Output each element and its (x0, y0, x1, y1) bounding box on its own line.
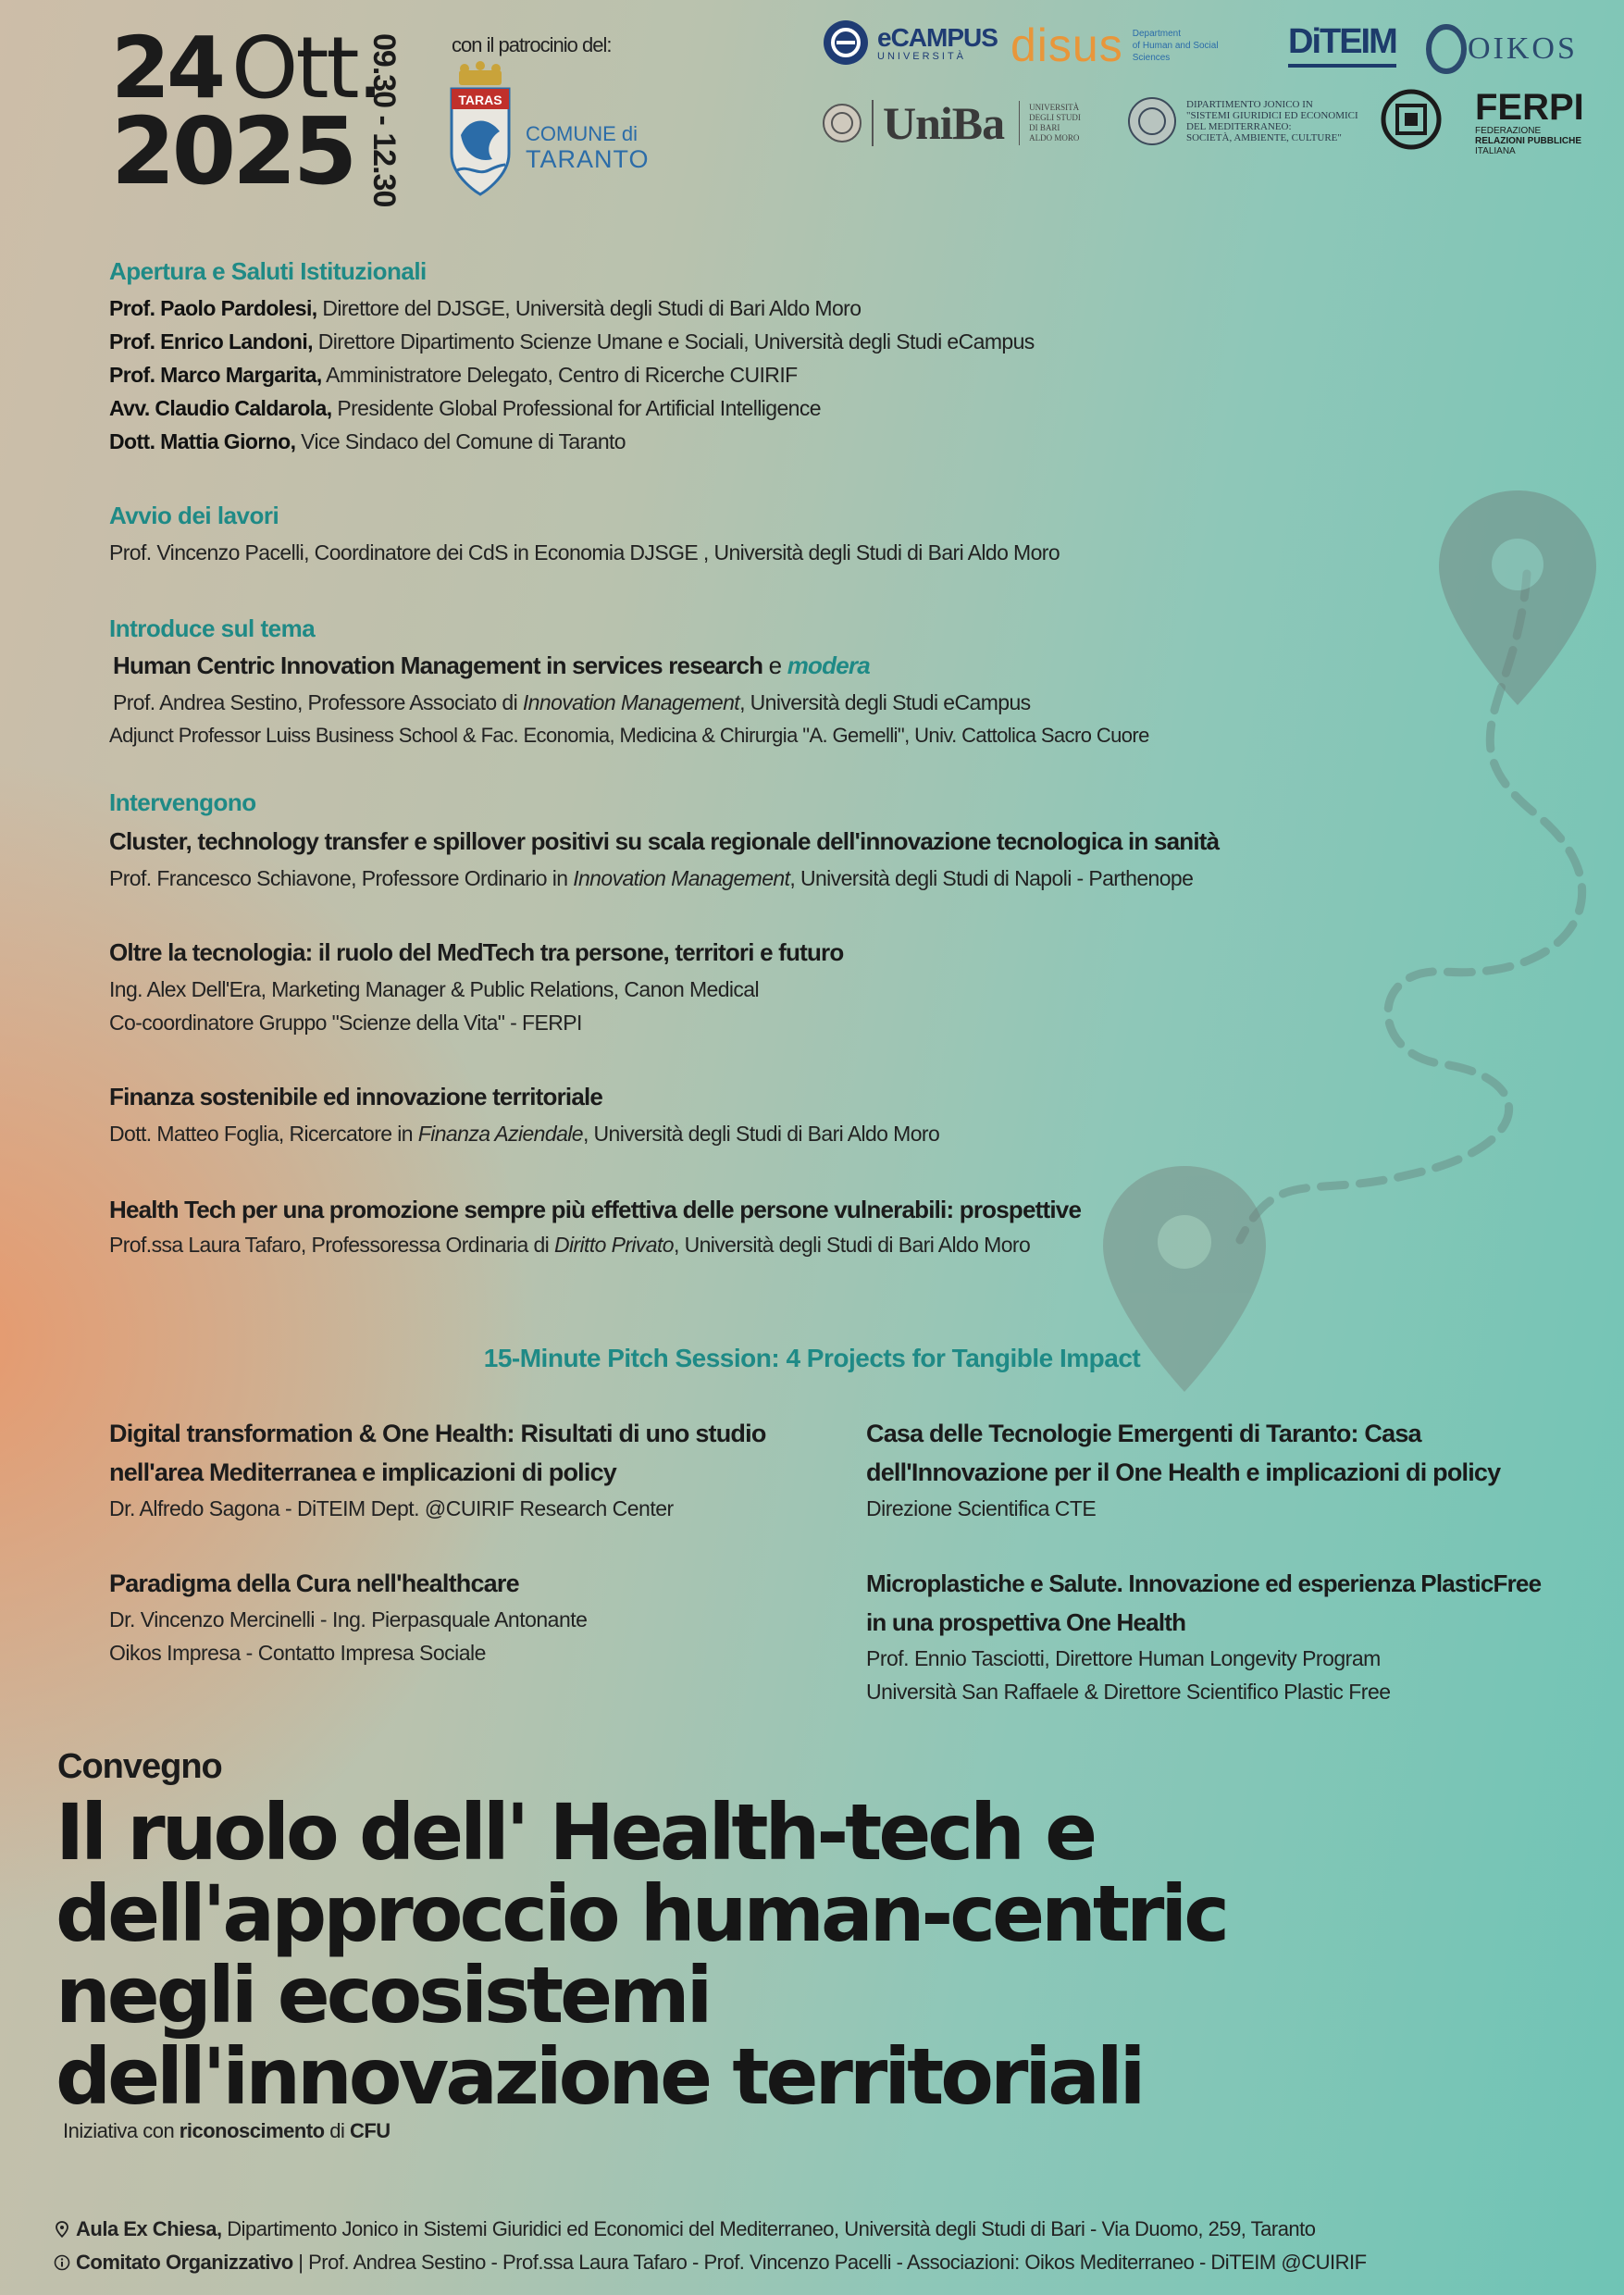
section-title-opening: Apertura e Saluti Istituzionali (109, 257, 427, 285)
ecampus-emblem-icon (822, 19, 870, 67)
date-year: 2025 (111, 97, 354, 205)
venue-line: Aula Ex Chiesa, Dipartimento Jonico in Sistemi Giuridici ed Economici del Mediterraneo, Università degli Studi di Bari - Via Duomo, 259, Taranto (54, 2217, 1316, 2241)
speaker-line: Prof. Andrea Sestino, Professore Associato di Innovation Management, Università degli Studi eCampus (113, 690, 1031, 714)
logo-diteim: DiTEIM (1288, 22, 1396, 68)
logo-oikos: OIKOS (1425, 24, 1578, 74)
pitch-item: Digital transformation & One Health: Risultati di uno studio nell'area Mediterranea e implicazioni di policy Dr. Alfredo Sagona - DiTEIM Dept. @CUIRIF Research Center (109, 1420, 766, 1520)
svg-text:TARAS: TARAS (458, 93, 502, 107)
patronage-label: con il patrocinio del: (452, 33, 612, 56)
section-title-start: Avvio dei lavori (109, 502, 279, 529)
event-date (111, 19, 381, 205)
logo-ferpi: FERPI FEDERAZIONE RELAZIONI PUBBLICHE ITALIANA (1475, 87, 1584, 156)
location-pin-icon (54, 2221, 70, 2238)
talk-title: Cluster, technology transfer e spillover positivi su scala regionale dell'innovazione tecnologica in sanità (109, 827, 1220, 855)
date-day: 24 (111, 19, 223, 118)
section-title-talks: Intervengono (109, 788, 256, 816)
section-title-pitch: 15-Minute Pitch Session: 4 Projects for Tangible Impact (483, 1344, 1141, 1372)
dipartimento-seal-icon (1127, 96, 1177, 146)
event-title: Il ruolo dell' Health-tech e dell'approccio human-centric negli ecosistemi dell'innovazione territoriali (56, 1787, 1227, 2122)
speaker-line: Co-coordinatore Gruppo "Scienze della Vita" - FERPI (109, 1011, 582, 1035)
talk-title: Finanza sostenibile ed innovazione territoriale (109, 1083, 603, 1110)
event-type-label: Convegno (57, 1747, 222, 1786)
pitch-item: Microplastiche e Salute. Innovazione ed esperienza PlasticFree in una prospettiva One Health Prof. Ennio Tasciotti, Direttore Human Longevity Program Università San Raffaele & Direttore Scientifico Plastic Free (866, 1569, 1542, 1704)
logo-uniba: UniBa UNIVERSITÀ DEGLI STUDI DI BARI ALDO MORO (822, 96, 1081, 150)
speaker-line: Ing. Alex Dell'Era, Marketing Manager & Public Relations, Canon Medical (109, 977, 759, 1001)
date-month: Ott. (231, 19, 381, 118)
committee-line: Comitato Organizzativo | Prof. Andrea Sestino - Prof.ssa Laura Tafaro - Prof. Vincenzo Pacelli - Associazioni: Oikos Mediterraneo - DiTEIM @CUIRIF (54, 2251, 1367, 2275)
map-pin-icon (1439, 490, 1596, 705)
logo-ecampus: eCAMPUS UNIVERSITÀ (822, 19, 998, 67)
speaker-line: Prof. Vincenzo Pacelli, Coordinatore dei CdS in Economia DJSGE , Università degli Studi di Bari Aldo Moro (109, 540, 1060, 564)
speaker-line: Dott. Mattia Giorno, Vice Sindaco del Comune di Taranto (109, 429, 626, 453)
pitch-item: Paradigma della Cura nell'healthcare Dr. Vincenzo Mercinelli - Ing. Pierpasquale Antonante Oikos Impresa - Contatto Impresa Sociale (109, 1569, 588, 1665)
logo-disus: disus Department of Human and Social Sciences (1010, 19, 1219, 71)
oikos-emblem-icon (1425, 24, 1468, 74)
speaker-line: Prof. Enrico Landoni, Direttore Dipartimento Scienze Umane e Sociali, Università degli Studi eCampus (109, 329, 1035, 354)
logo-dipartimento-jonico: DIPARTIMENTO JONICO IN "SISTEMI GIURIDICI ED ECONOMICI DEL MEDITERRANEO: SOCIETÀ, AMBIENTE, CULTURE" (1127, 96, 1358, 146)
speaker-line: Prof. Marco Margarita, Amministratore Delegato, Centro di Ricerche CUIRIF (109, 363, 798, 387)
speaker-line: Dott. Matteo Foglia, Ricercatore in Finanza Aziendale, Università degli Studi di Bari Aldo Moro (109, 1122, 940, 1146)
uniba-seal-icon (822, 103, 862, 143)
speaker-line: Prof.ssa Laura Tafaro, Professoressa Ordinaria di Diritto Privato, Università degli Studi di Bari Aldo Moro (109, 1233, 1031, 1257)
intro-topic: Human Centric Innovation Management in services research e modera (113, 651, 870, 679)
speaker-line: Adjunct Professor Luiss Business School & Fac. Economia, Medicina & Chirurgia "A. Gemelli", Univ. Cattolica Sacro Cuore (109, 724, 1149, 747)
cuirif-emblem-icon (1381, 89, 1442, 150)
talk-title: Health Tech per una promozione sempre più effettiva delle persone vulnerabili: prospettive (109, 1196, 1082, 1223)
info-icon (54, 2254, 70, 2271)
speaker-line: Prof. Paolo Pardolesi, Direttore del DJSGE, Università degli Studi di Bari Aldo Moro (109, 296, 862, 320)
event-time: 09.30 - 12.30 (366, 33, 402, 207)
speaker-line: Avv. Claudio Caldarola, Presidente Global Professional for Artificial Intelligence (109, 396, 821, 420)
cfu-note: Iniziativa con riconoscimento di CFU (63, 2119, 391, 2142)
comune-taranto-label: COMUNE di TARANTO (526, 122, 650, 174)
speaker-line: Prof. Francesco Schiavone, Professore Ordinario in Innovation Management, Università degli Studi di Napoli - Parthenope (109, 866, 1194, 890)
comune-taranto-crest-icon (448, 61, 513, 198)
section-title-intro: Introduce sul tema (109, 614, 316, 642)
talk-title: Oltre la tecnologia: il ruolo del MedTech tra persone, territori e futuro (109, 938, 844, 966)
pitch-item: Casa delle Tecnologie Emergenti di Taranto: Casa dell'Innovazione per il One Health e implicazioni di policy Direzione Scientifica CTE (866, 1420, 1501, 1520)
